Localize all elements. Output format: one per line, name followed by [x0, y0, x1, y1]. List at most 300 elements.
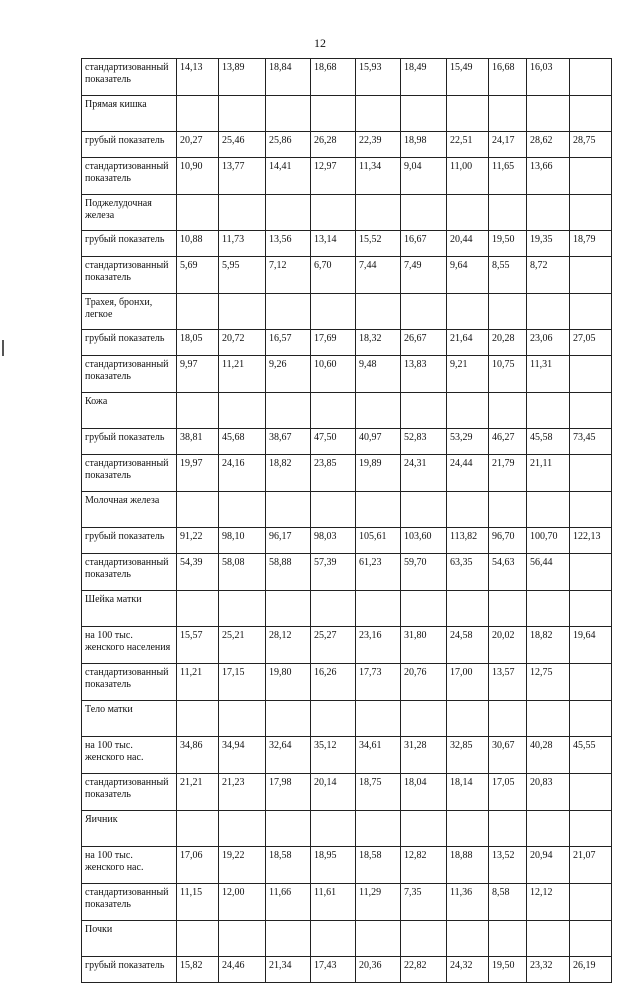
value-cell: 52,83: [401, 429, 447, 455]
value-cell: [356, 591, 401, 627]
value-cell: 24,44: [447, 455, 489, 492]
value-cell: 22,82: [401, 957, 447, 983]
row-label-cell: грубый показатель: [82, 132, 177, 158]
table-row: [82, 429, 612, 455]
value-cell: 31,28: [401, 737, 447, 774]
value-cell: 25,86: [266, 132, 311, 158]
value-cell: 20,76: [401, 664, 447, 701]
value-cell: 16,26: [311, 664, 356, 701]
value-cell: 9,97: [177, 356, 219, 393]
value-cell: 16,68: [489, 59, 527, 96]
row-label-cell: грубый показатель: [82, 957, 177, 983]
value-cell: 40,97: [356, 429, 401, 455]
value-cell: [266, 96, 311, 132]
table-row: [82, 664, 612, 701]
value-cell: 34,61: [356, 737, 401, 774]
value-cell: 34,94: [219, 737, 266, 774]
value-cell: [177, 294, 219, 330]
value-cell: [527, 393, 570, 429]
value-cell: 58,88: [266, 554, 311, 591]
table-body: [82, 59, 612, 983]
value-cell: 11,21: [177, 664, 219, 701]
value-cell: [401, 591, 447, 627]
value-cell: 13,89: [219, 59, 266, 96]
value-cell: 9,64: [447, 257, 489, 294]
value-cell: 11,34: [356, 158, 401, 195]
section-title-cell: Почки: [82, 921, 177, 957]
value-cell: 30,67: [489, 737, 527, 774]
value-cell: 28,62: [527, 132, 570, 158]
statistics-table-container: [81, 58, 612, 983]
value-cell: 19,22: [219, 847, 266, 884]
value-cell: 20,72: [219, 330, 266, 356]
value-cell: [401, 195, 447, 231]
row-label-cell: стандартизованный показатель: [82, 356, 177, 393]
value-cell: 7,12: [266, 257, 311, 294]
section-title-cell: Кожа: [82, 393, 177, 429]
value-cell: 13,56: [266, 231, 311, 257]
value-cell: 113,82: [447, 528, 489, 554]
table-row: [82, 627, 612, 664]
value-cell: [489, 492, 527, 528]
value-cell: [177, 591, 219, 627]
value-cell: 103,60: [401, 528, 447, 554]
value-cell: 17,00: [447, 664, 489, 701]
value-cell: 13,52: [489, 847, 527, 884]
section-header-row: [82, 195, 612, 231]
value-cell: 18,88: [447, 847, 489, 884]
value-cell: [489, 96, 527, 132]
value-cell: [311, 393, 356, 429]
value-cell: 20,44: [447, 231, 489, 257]
value-cell: [219, 921, 266, 957]
section-title-cell: Поджелудочная железа: [82, 195, 177, 231]
value-cell: 26,19: [570, 957, 612, 983]
value-cell: 18,84: [266, 59, 311, 96]
value-cell: 105,61: [356, 528, 401, 554]
value-cell: 19,50: [489, 231, 527, 257]
value-cell: [401, 811, 447, 847]
value-cell: 22,39: [356, 132, 401, 158]
value-cell: [219, 811, 266, 847]
value-cell: 17,15: [219, 664, 266, 701]
value-cell: 20,27: [177, 132, 219, 158]
value-cell: 11,66: [266, 884, 311, 921]
value-cell: [489, 393, 527, 429]
value-cell: [527, 811, 570, 847]
value-cell: [401, 921, 447, 957]
value-cell: 26,28: [311, 132, 356, 158]
section-header-row: [82, 492, 612, 528]
value-cell: 91,22: [177, 528, 219, 554]
value-cell: 13,57: [489, 664, 527, 701]
value-cell: [219, 294, 266, 330]
value-cell: [447, 393, 489, 429]
value-cell: 13,14: [311, 231, 356, 257]
value-cell: 18,82: [266, 455, 311, 492]
value-cell: 9,04: [401, 158, 447, 195]
value-cell: 12,12: [527, 884, 570, 921]
value-cell: [266, 811, 311, 847]
value-cell: 57,39: [311, 554, 356, 591]
value-cell: [527, 294, 570, 330]
value-cell: [266, 294, 311, 330]
value-cell: 24,31: [401, 455, 447, 492]
value-cell: 9,48: [356, 356, 401, 393]
value-cell: [177, 96, 219, 132]
value-cell: 32,64: [266, 737, 311, 774]
section-header-row: [82, 701, 612, 737]
value-cell: 11,73: [219, 231, 266, 257]
value-cell: [177, 921, 219, 957]
section-title-cell: Тело матки: [82, 701, 177, 737]
value-cell: 26,67: [401, 330, 447, 356]
table-row: [82, 59, 612, 96]
table-row: [82, 737, 612, 774]
row-label-cell: стандартизованный показатель: [82, 257, 177, 294]
value-cell: 16,57: [266, 330, 311, 356]
value-cell: 15,52: [356, 231, 401, 257]
table-row: [82, 528, 612, 554]
value-cell: 7,49: [401, 257, 447, 294]
value-cell: [177, 393, 219, 429]
value-cell: 11,29: [356, 884, 401, 921]
value-cell: [266, 921, 311, 957]
value-cell: [570, 455, 612, 492]
value-cell: 12,82: [401, 847, 447, 884]
value-cell: 53,29: [447, 429, 489, 455]
page-number: 12: [314, 36, 326, 50]
value-cell: [570, 591, 612, 627]
value-cell: [570, 701, 612, 737]
value-cell: 19,35: [527, 231, 570, 257]
value-cell: 21,64: [447, 330, 489, 356]
value-cell: 18,75: [356, 774, 401, 811]
value-cell: 23,32: [527, 957, 570, 983]
value-cell: 34,86: [177, 737, 219, 774]
value-cell: 11,31: [527, 356, 570, 393]
value-cell: 45,55: [570, 737, 612, 774]
value-cell: [177, 195, 219, 231]
table-row: [82, 356, 612, 393]
value-cell: 28,75: [570, 132, 612, 158]
value-cell: 19,64: [570, 627, 612, 664]
value-cell: [401, 701, 447, 737]
row-label-cell: стандартизованный показатель: [82, 884, 177, 921]
value-cell: 18,82: [527, 627, 570, 664]
value-cell: 25,27: [311, 627, 356, 664]
value-cell: [219, 492, 266, 528]
section-title-cell: Прямая кишка: [82, 96, 177, 132]
value-cell: 13,83: [401, 356, 447, 393]
value-cell: [311, 591, 356, 627]
value-cell: [356, 701, 401, 737]
value-cell: [489, 294, 527, 330]
value-cell: 47,50: [311, 429, 356, 455]
value-cell: [401, 393, 447, 429]
section-header-row: [82, 96, 612, 132]
table-row: [82, 158, 612, 195]
value-cell: [401, 492, 447, 528]
value-cell: [311, 195, 356, 231]
value-cell: [356, 96, 401, 132]
value-cell: 19,97: [177, 455, 219, 492]
value-cell: 15,57: [177, 627, 219, 664]
value-cell: [489, 811, 527, 847]
table-row: [82, 455, 612, 492]
section-title-cell: Трахея, бронхи, легкое: [82, 294, 177, 330]
value-cell: 17,06: [177, 847, 219, 884]
value-cell: [219, 96, 266, 132]
value-cell: 31,80: [401, 627, 447, 664]
value-cell: [570, 59, 612, 96]
table-row: [82, 132, 612, 158]
value-cell: 10,75: [489, 356, 527, 393]
value-cell: [356, 393, 401, 429]
value-cell: 22,51: [447, 132, 489, 158]
value-cell: 16,03: [527, 59, 570, 96]
value-cell: 27,05: [570, 330, 612, 356]
value-cell: 14,41: [266, 158, 311, 195]
value-cell: 5,95: [219, 257, 266, 294]
value-cell: 59,70: [401, 554, 447, 591]
value-cell: 18,68: [311, 59, 356, 96]
value-cell: [447, 294, 489, 330]
value-cell: 54,39: [177, 554, 219, 591]
section-title-cell: Яичник: [82, 811, 177, 847]
row-label-cell: стандартизованный показатель: [82, 774, 177, 811]
value-cell: [356, 921, 401, 957]
value-cell: [570, 664, 612, 701]
table-row: [82, 884, 612, 921]
value-cell: [311, 96, 356, 132]
value-cell: [266, 701, 311, 737]
value-cell: 28,12: [266, 627, 311, 664]
value-cell: [527, 921, 570, 957]
value-cell: 19,80: [266, 664, 311, 701]
value-cell: 23,06: [527, 330, 570, 356]
value-cell: 13,77: [219, 158, 266, 195]
row-label-cell: стандартизованный показатель: [82, 455, 177, 492]
value-cell: 38,67: [266, 429, 311, 455]
value-cell: 40,28: [527, 737, 570, 774]
value-cell: 17,43: [311, 957, 356, 983]
section-title-cell: Шейка матки: [82, 591, 177, 627]
section-header-row: [82, 811, 612, 847]
value-cell: [570, 554, 612, 591]
value-cell: 96,17: [266, 528, 311, 554]
value-cell: 20,36: [356, 957, 401, 983]
scan-edge-mark: [2, 340, 4, 356]
section-title-cell: Молочная железа: [82, 492, 177, 528]
value-cell: 24,46: [219, 957, 266, 983]
value-cell: 56,44: [527, 554, 570, 591]
value-cell: [356, 492, 401, 528]
value-cell: [311, 294, 356, 330]
table-row: [82, 231, 612, 257]
value-cell: [177, 701, 219, 737]
value-cell: 15,49: [447, 59, 489, 96]
value-cell: 24,58: [447, 627, 489, 664]
value-cell: 20,14: [311, 774, 356, 811]
value-cell: 18,14: [447, 774, 489, 811]
value-cell: [570, 294, 612, 330]
value-cell: 18,49: [401, 59, 447, 96]
value-cell: 24,16: [219, 455, 266, 492]
table-row: [82, 774, 612, 811]
value-cell: [570, 96, 612, 132]
value-cell: [570, 393, 612, 429]
value-cell: [570, 811, 612, 847]
value-cell: [489, 591, 527, 627]
value-cell: [527, 195, 570, 231]
value-cell: 18,95: [311, 847, 356, 884]
value-cell: 18,05: [177, 330, 219, 356]
value-cell: 46,27: [489, 429, 527, 455]
value-cell: 15,93: [356, 59, 401, 96]
table-row: [82, 257, 612, 294]
value-cell: 18,04: [401, 774, 447, 811]
value-cell: 32,85: [447, 737, 489, 774]
value-cell: 20,28: [489, 330, 527, 356]
row-label-cell: грубый показатель: [82, 330, 177, 356]
value-cell: [527, 701, 570, 737]
value-cell: 14,13: [177, 59, 219, 96]
section-header-row: [82, 294, 612, 330]
value-cell: 11,21: [219, 356, 266, 393]
statistics-table: [81, 58, 612, 983]
value-cell: 11,36: [447, 884, 489, 921]
value-cell: 6,70: [311, 257, 356, 294]
value-cell: [570, 158, 612, 195]
table-row: [82, 847, 612, 884]
value-cell: 18,79: [570, 231, 612, 257]
value-cell: 17,05: [489, 774, 527, 811]
value-cell: [219, 195, 266, 231]
value-cell: [401, 96, 447, 132]
row-label-cell: грубый показатель: [82, 528, 177, 554]
value-cell: 20,83: [527, 774, 570, 811]
value-cell: 12,00: [219, 884, 266, 921]
value-cell: 5,69: [177, 257, 219, 294]
row-label-cell: стандартизованный показатель: [82, 158, 177, 195]
value-cell: 9,26: [266, 356, 311, 393]
value-cell: [356, 195, 401, 231]
row-label-cell: стандартизованный показатель: [82, 59, 177, 96]
value-cell: 73,45: [570, 429, 612, 455]
value-cell: 15,82: [177, 957, 219, 983]
value-cell: [447, 591, 489, 627]
value-cell: 12,75: [527, 664, 570, 701]
value-cell: [527, 96, 570, 132]
value-cell: 54,63: [489, 554, 527, 591]
value-cell: 25,21: [219, 627, 266, 664]
value-cell: [177, 811, 219, 847]
value-cell: [356, 294, 401, 330]
value-cell: [570, 195, 612, 231]
value-cell: [489, 921, 527, 957]
value-cell: 8,55: [489, 257, 527, 294]
value-cell: [266, 393, 311, 429]
row-label-cell: на 100 тыс. женского населения: [82, 627, 177, 664]
value-cell: [311, 492, 356, 528]
value-cell: 11,15: [177, 884, 219, 921]
value-cell: 19,89: [356, 455, 401, 492]
value-cell: [177, 492, 219, 528]
row-label-cell: стандартизованный показатель: [82, 554, 177, 591]
value-cell: 21,23: [219, 774, 266, 811]
value-cell: 17,73: [356, 664, 401, 701]
value-cell: 23,85: [311, 455, 356, 492]
value-cell: 7,35: [401, 884, 447, 921]
value-cell: [489, 701, 527, 737]
value-cell: 11,61: [311, 884, 356, 921]
value-cell: [401, 294, 447, 330]
value-cell: 17,69: [311, 330, 356, 356]
value-cell: [570, 884, 612, 921]
value-cell: 10,88: [177, 231, 219, 257]
value-cell: [447, 701, 489, 737]
value-cell: 100,70: [527, 528, 570, 554]
value-cell: 20,02: [489, 627, 527, 664]
value-cell: 96,70: [489, 528, 527, 554]
row-label-cell: грубый показатель: [82, 231, 177, 257]
value-cell: [266, 591, 311, 627]
section-header-row: [82, 393, 612, 429]
value-cell: 25,46: [219, 132, 266, 158]
value-cell: 10,90: [177, 158, 219, 195]
value-cell: 61,23: [356, 554, 401, 591]
value-cell: 122,13: [570, 528, 612, 554]
value-cell: 98,03: [311, 528, 356, 554]
value-cell: 18,98: [401, 132, 447, 158]
value-cell: 18,58: [356, 847, 401, 884]
row-label-cell: на 100 тыс. женского нас.: [82, 737, 177, 774]
value-cell: 7,44: [356, 257, 401, 294]
value-cell: [570, 257, 612, 294]
value-cell: 19,50: [489, 957, 527, 983]
section-header-row: [82, 921, 612, 957]
value-cell: 98,10: [219, 528, 266, 554]
value-cell: [311, 701, 356, 737]
value-cell: 45,68: [219, 429, 266, 455]
value-cell: 18,32: [356, 330, 401, 356]
value-cell: 24,17: [489, 132, 527, 158]
value-cell: 21,07: [570, 847, 612, 884]
value-cell: 11,00: [447, 158, 489, 195]
value-cell: 12,97: [311, 158, 356, 195]
value-cell: 21,34: [266, 957, 311, 983]
section-header-row: [82, 591, 612, 627]
value-cell: 21,79: [489, 455, 527, 492]
value-cell: 9,21: [447, 356, 489, 393]
value-cell: 17,98: [266, 774, 311, 811]
row-label-cell: на 100 тыс. женского нас.: [82, 847, 177, 884]
value-cell: [447, 96, 489, 132]
value-cell: 23,16: [356, 627, 401, 664]
value-cell: 20,94: [527, 847, 570, 884]
value-cell: [489, 195, 527, 231]
row-label-cell: стандартизованный показатель: [82, 664, 177, 701]
value-cell: 16,67: [401, 231, 447, 257]
row-label-cell: грубый показатель: [82, 429, 177, 455]
value-cell: 21,11: [527, 455, 570, 492]
value-cell: 8,72: [527, 257, 570, 294]
value-cell: 13,66: [527, 158, 570, 195]
value-cell: [356, 811, 401, 847]
value-cell: [447, 921, 489, 957]
value-cell: [311, 921, 356, 957]
